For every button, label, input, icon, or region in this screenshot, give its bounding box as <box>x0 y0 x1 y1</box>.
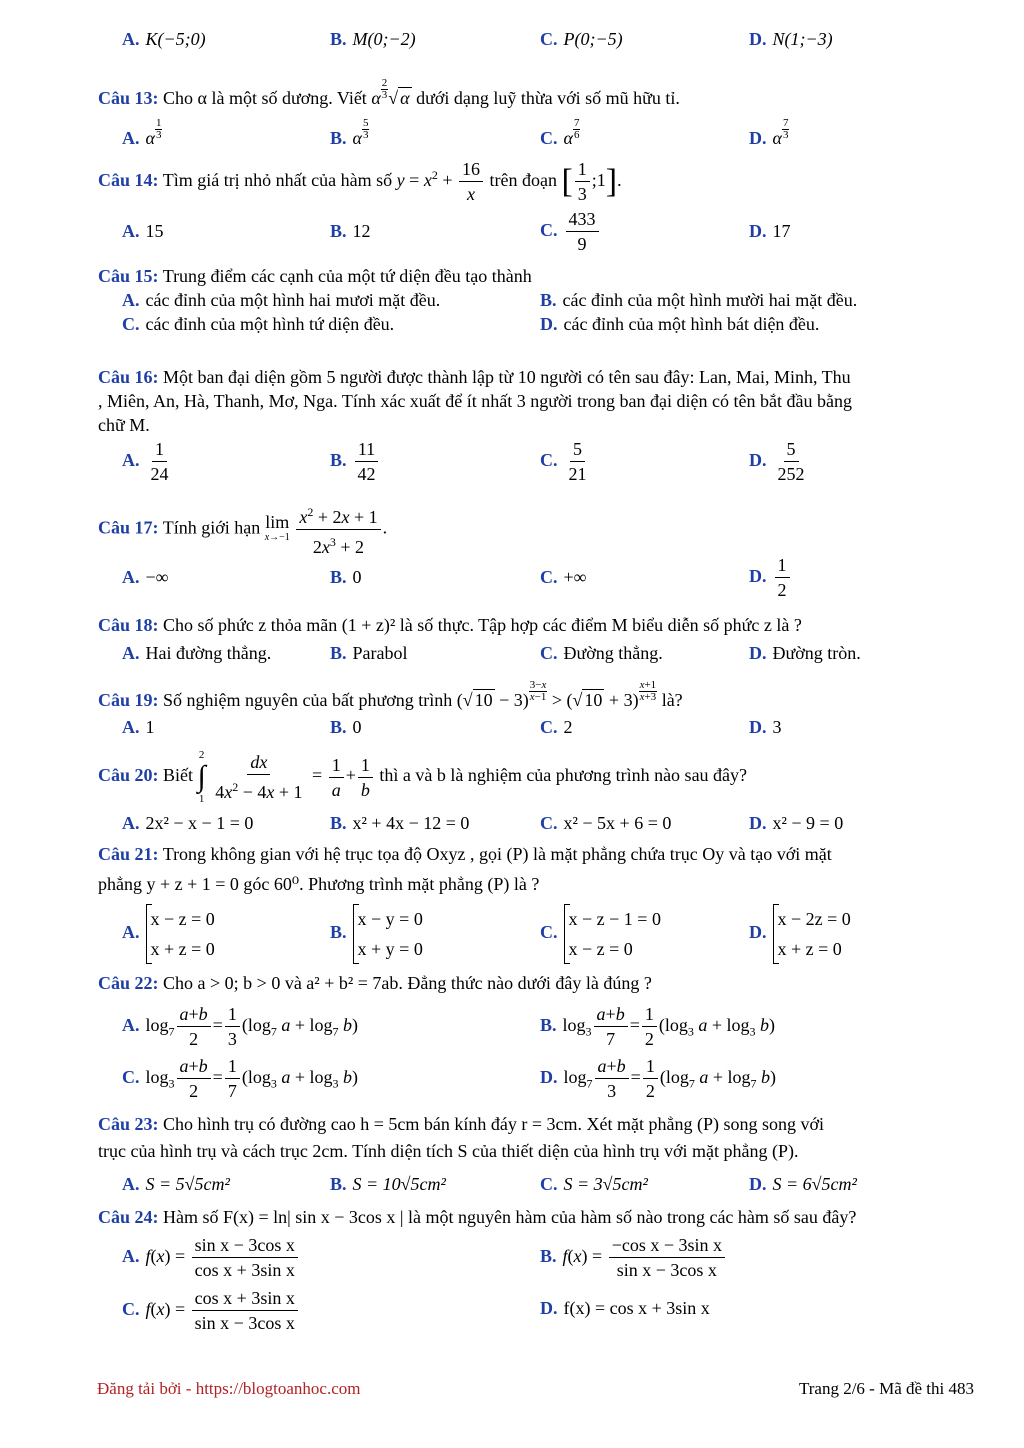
q21-stem-line2: phẳng y + z + 1 = 0 góc 60⁰. Phương trình mặt phẳng (P) là ? <box>98 874 540 894</box>
q22-option-a[interactable]: A. $\log_7$ $\frac{a+b}{2}$ = $\frac{1}{3}$ ($\log_7$ $a + \log_7 b$) <box>122 1004 358 1050</box>
q23-stem-line2: trục của hình trụ và cách trục 2cm. Tính diện tích S của thiết diện của hình trụ với mặt phẳng (P). <box>98 1141 799 1161</box>
q13-option-b[interactable]: B. α $\frac{5}{3}$ <box>330 117 369 148</box>
q14-stem: Câu 14: Tìm giá trị nhỏ nhất của hàm số $y = x^2$ + $\frac{16}{x}$ trên đoạn [ $\frac{1}{3}$ ;1]. <box>98 159 622 205</box>
q19-option-c[interactable]: C. 2 <box>540 717 573 737</box>
q12-option-a[interactable]: A. K(−5;0) <box>122 29 206 49</box>
q23-stem-line1: Câu 23: Cho hình trụ có đường cao h = 5cm bán kính đáy r = 3cm. Xét mặt phẳng (P) song song với <box>98 1114 825 1134</box>
footer-page-info: Trang 2/6 - Mã đề thi 483 <box>798 1379 974 1398</box>
q22-stem: Câu 22: Cho a > 0; b > 0 và a² + b² = 7ab. Đẳng thức nào dưới đây là đúng ? <box>98 973 652 993</box>
q13-option-c[interactable]: C. α $\frac{7}{6}$ <box>540 117 580 148</box>
q15-option-a[interactable]: A. các đỉnh của một hình hai mươi mặt đều. <box>122 290 441 310</box>
q18-option-b[interactable]: B. Parabol <box>330 643 408 663</box>
q22-option-c[interactable]: C. $\log_3$ $\frac{a+b}{2}$ = $\frac{1}{7}$ ($\log_3$ $a + \log_3 b$) <box>122 1056 358 1102</box>
q17-option-b[interactable]: B. 0 <box>330 567 362 587</box>
q16-option-b[interactable]: B. $\frac{11}{42}$ <box>330 437 381 486</box>
q16-stem-line3: chữ M. <box>98 415 150 435</box>
q24-option-c[interactable]: C. f(x) = $\frac{\text{cos x + 3sin x}}{\text{sin x − 3cos x}}$ <box>122 1284 300 1335</box>
q16-stem-line2: , Miên, An, Hà, Thanh, Mơ, Nga. Tính xác xuất để ít nhất 3 người trong ban đại diện có tên bắt đầu bằng <box>98 391 852 411</box>
q19-stem: Câu 19: Số nghiệm nguyên của bất phương trình (√ 10 − 3) $\frac{3-x}{x-1}$ > (√ 10 + 3) $\frac{x+1}{x+3}$ là? <box>98 679 683 710</box>
q17-option-c[interactable]: C. +∞ <box>540 567 587 587</box>
q13-stem: Câu 13: Cho α là một số dương. Viết α $\frac{2}{3}$ √ α dưới dạng luỹ thừa với số mũ hữu tỉ. <box>98 77 680 108</box>
q23-option-a[interactable]: A. S = 5√5cm² <box>122 1174 230 1194</box>
q20-stem: Câu 20: Biết 2 ∫ 1 $\frac{dx}{4x^2 - 4x + 1}$ = $\frac{1}{a}$ + $\frac{1}{b}$ thì a và b là nghiệm của phương trình nào sau đây? <box>98 749 748 805</box>
q19-option-b[interactable]: B. 0 <box>330 717 362 737</box>
q21-stem-line1: Câu 21: Trong không gian với hệ trục tọa độ Oxyz , gọi (P) là mặt phẳng chứa trục Oy và tạo với mặt <box>98 844 832 864</box>
q20-option-a[interactable]: A. 2x² − x − 1 = 0 <box>122 813 254 833</box>
q21-option-a[interactable]: A. x − z = 0 x + z = 0 <box>122 902 215 964</box>
q18-stem: Câu 18: Cho số phức z thỏa mãn (1 + z)² là số thực. Tập hợp các điểm M biểu diễn số phức z là ? <box>98 615 802 635</box>
q20-option-d[interactable]: D. x² − 9 = 0 <box>749 813 844 833</box>
q24-option-d[interactable]: D. f(x) = cos x + 3sin x <box>540 1298 710 1318</box>
q22-option-d[interactable]: D. $\log_7$ $\frac{a+b}{3}$ = $\frac{1}{2}$ ($\log_7$ $a + \log_7 b$) <box>540 1056 776 1102</box>
q16-option-d[interactable]: D. $\frac{5}{252}$ <box>749 439 805 484</box>
q24-option-a[interactable]: A. f(x) = $\frac{\text{sin x − 3cos x}}{\text{cos x + 3sin x}}$ <box>122 1231 300 1282</box>
q18-option-a[interactable]: A. Hai đường thẳng. <box>122 643 272 663</box>
q12-option-d[interactable]: D. N(1;−3) <box>749 29 833 49</box>
q21-option-d[interactable]: D. x − 2z = 0 x + z = 0 <box>749 902 851 964</box>
q14-option-c[interactable]: C. $\frac{433}{9}$ <box>540 207 601 256</box>
q19-option-d[interactable]: D. 3 <box>749 717 782 737</box>
q23-option-c[interactable]: C. S = 3√5cm² <box>540 1174 648 1194</box>
q21-option-b[interactable]: B. x − y = 0 x + y = 0 <box>330 902 423 964</box>
q24-option-b[interactable]: B. f(x) = $\frac{\text{−cos x − 3sin x}}{\text{sin x − 3cos x}}$ <box>540 1231 727 1282</box>
q16-stem-line1: Câu 16: Một ban đại diện gồm 5 người được thành lập từ 10 người có tên sau đây: Lan, Mai, Minh, Thu <box>98 367 851 387</box>
q16-option-a[interactable]: A. $\frac{1}{24}$ <box>122 439 169 484</box>
q13-option-a[interactable]: A. α $\frac{1}{3}$ <box>122 117 162 148</box>
q18-option-d[interactable]: D. Đường tròn. <box>749 643 861 663</box>
q15-option-d[interactable]: D. các đỉnh của một hình bát diện đều. <box>540 314 820 334</box>
q22-option-b[interactable]: B. $\log_3$ $\frac{a+b}{7}$ = $\frac{1}{2}$ ($\log_3$ $a + \log_3 b$) <box>540 1004 775 1050</box>
q17-option-d[interactable]: D. $\frac{1}{2}$ <box>749 553 792 602</box>
q17-stem: Câu 17: Tính giới hạn lim x→−1 $\frac{x^2 + 2x + 1}{2x^3 + 2}$ . <box>98 500 387 559</box>
q23-option-b[interactable]: B. S = 10√5cm² <box>330 1174 446 1194</box>
q14-option-d[interactable]: D. 17 <box>749 221 791 241</box>
q13-option-d[interactable]: D. α $\frac{7}{3}$ <box>749 117 789 148</box>
q20-option-b[interactable]: B. x² + 4x − 12 = 0 <box>330 813 470 833</box>
q21-option-c[interactable]: C. x − z − 1 = 0 x − z = 0 <box>540 902 661 964</box>
q24-stem: Câu 24: Hàm số F(x) = ln| sin x − 3cos x | là một nguyên hàm của hàm số nào trong các hàm số sau đây? <box>98 1207 857 1227</box>
q12-option-c[interactable]: C. P(0;−5) <box>540 29 623 49</box>
q18-option-c[interactable]: C. Đường thẳng. <box>540 643 663 663</box>
q15-option-b[interactable]: B. các đỉnh của một hình mười hai mặt đều. <box>540 290 858 310</box>
q12-option-b[interactable]: B. M(0;−2) <box>330 29 416 49</box>
q19-option-a[interactable]: A. 1 <box>122 717 155 737</box>
q15-stem: Câu 15: Trung điểm các cạnh của một tứ diện đều tạo thành <box>98 266 532 286</box>
q23-option-d[interactable]: D. S = 6√5cm² <box>749 1174 857 1194</box>
q15-option-c[interactable]: C. các đỉnh của một hình tứ diện đều. <box>122 314 395 334</box>
q20-option-c[interactable]: C. x² − 5x + 6 = 0 <box>540 813 672 833</box>
footer-source-link[interactable]: Đăng tải bởi - https://blogtoanhoc.com <box>97 1379 361 1398</box>
q17-option-a[interactable]: A. −∞ <box>122 567 169 587</box>
q14-option-b[interactable]: B. 12 <box>330 221 371 241</box>
q14-option-a[interactable]: A. 15 <box>122 221 164 241</box>
q16-option-c[interactable]: C. $\frac{5}{21}$ <box>540 439 587 484</box>
